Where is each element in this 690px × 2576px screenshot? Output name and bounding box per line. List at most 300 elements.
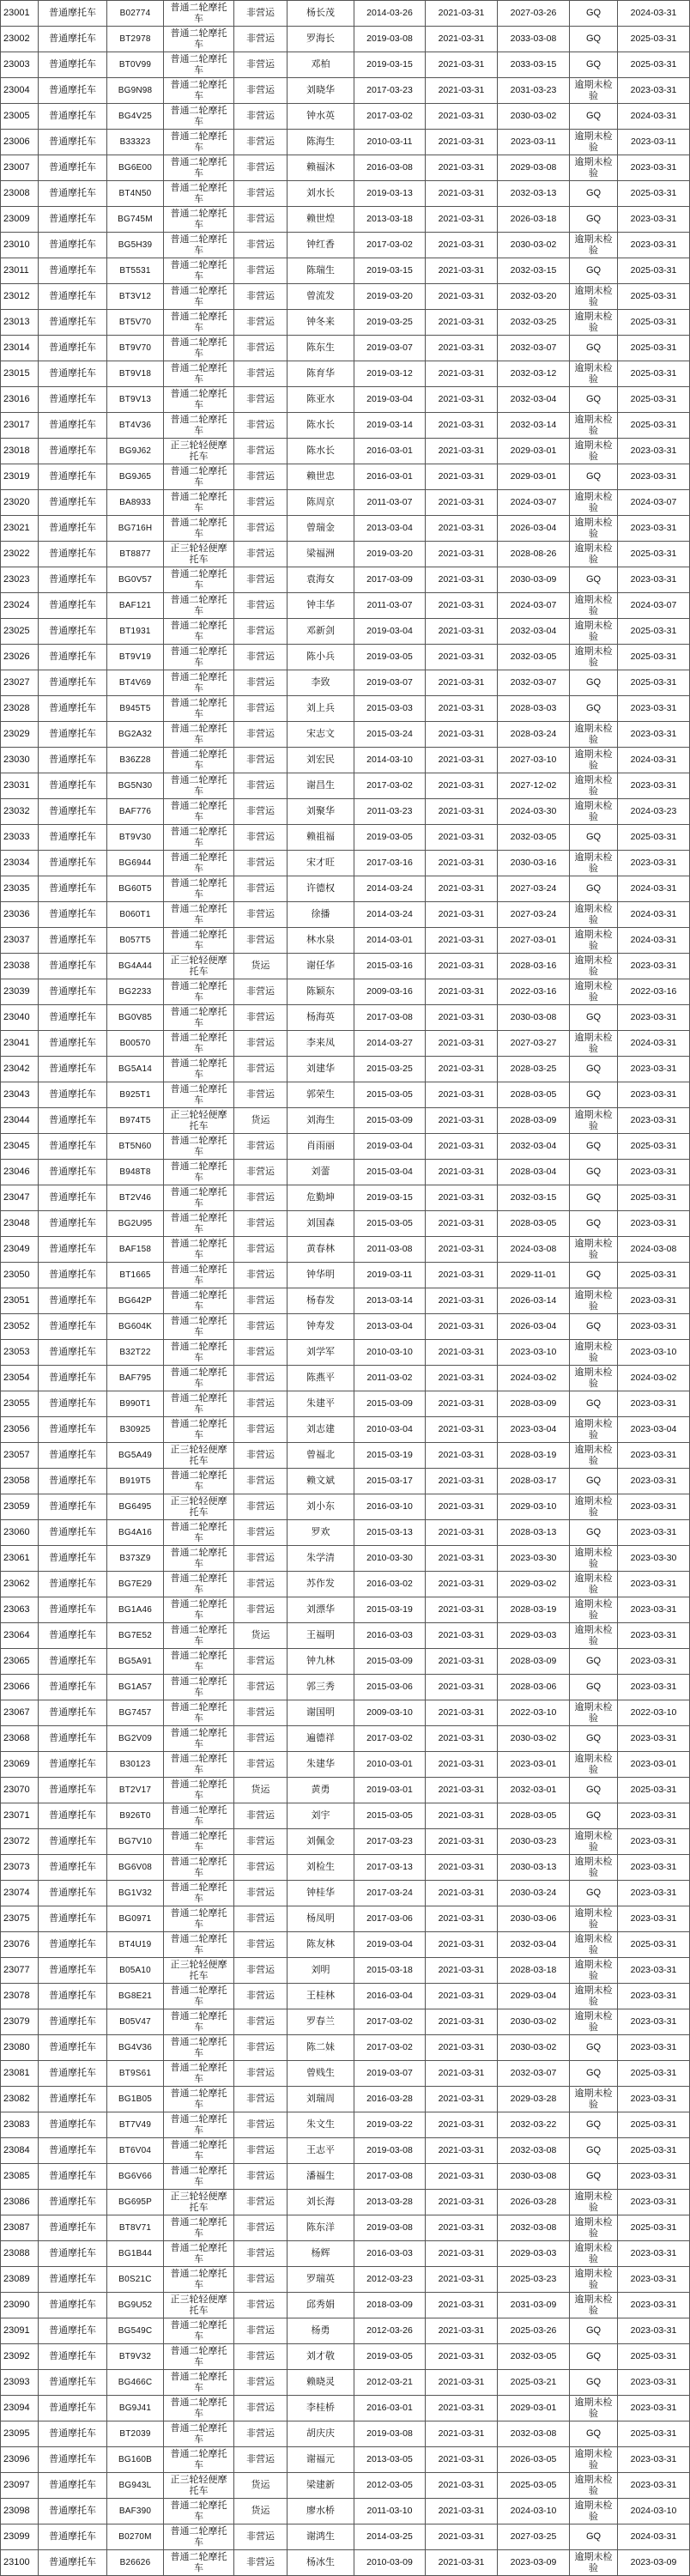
record-id: 23019 [1,464,39,489]
table-row [1,413,690,439]
record-id: 23076 [1,1932,39,1957]
record-id: 23086 [1,2190,39,2215]
scrap-deadline-date: 2030-03-02 [498,233,570,258]
vehicle-category: 普通摩托车 [39,876,107,901]
inspection-status: GQ [570,1057,618,1082]
usage-nature: 非营运 [234,1881,288,1906]
usage-nature: 非营运 [234,2087,288,2112]
usage-nature: 非营运 [234,336,288,361]
inspection-status: GQ [570,1,618,26]
table-row [1,1984,690,2009]
record-date: 2021-03-31 [426,696,498,721]
record-id: 23028 [1,696,39,721]
inspection-status: 逾期未检验 [570,1752,618,1777]
registration-date: 2014-03-01 [354,928,426,953]
inspection-status: 逾期未检验 [570,1932,618,1957]
record-id: 23058 [1,1469,39,1494]
record-id: 23007 [1,155,39,180]
inspection-due-date: 2023-03-31 [618,2164,690,2189]
vehicle-type: 普通二轮摩托车 [164,1082,234,1107]
record-id: 23084 [1,2138,39,2163]
vehicle-category: 普通摩托车 [39,2370,107,2395]
record-date: 2021-03-31 [426,1134,498,1159]
usage-nature: 非营运 [234,2370,288,2395]
inspection-due-date: 2024-03-31 [618,748,690,773]
record-date: 2021-03-31 [426,1211,498,1236]
vehicle-type: 普通二轮摩托车 [164,928,234,953]
inspection-status: 逾期未检验 [570,1984,618,2009]
owner-name: 梁福洲 [288,542,354,567]
inspection-status: GQ [570,567,618,592]
inspection-status: GQ [570,258,618,283]
owner-name: 刘宏民 [288,748,354,773]
owner-name: 杨长茂 [288,1,354,26]
vehicle-category: 普通摩托车 [39,1932,107,1957]
plate-number: BG2V09 [107,1726,164,1751]
vehicle-type: 正三轮轻便摩托车 [164,1494,234,1519]
scrap-deadline-date: 2029-03-03 [498,1623,570,1648]
registration-date: 2019-03-08 [354,2138,426,2163]
table-row [1,2112,690,2138]
registration-date: 2019-03-15 [354,1185,426,1210]
vehicle-type: 普通二轮摩托车 [164,233,234,258]
plate-number: B945T5 [107,696,164,721]
scrap-deadline-date: 2025-03-21 [498,2370,570,2395]
record-id: 23010 [1,233,39,258]
vehicle-type: 普通二轮摩托车 [164,851,234,876]
table-row [1,2447,690,2473]
record-date: 2021-03-31 [426,2112,498,2137]
vehicle-category: 普通摩托车 [39,1906,107,1931]
vehicle-category: 普通摩托车 [39,1391,107,1416]
owner-name: 曾福北 [288,1443,354,1468]
vehicle-type: 普通二轮摩托车 [164,1237,234,1262]
inspection-status: 逾期未检验 [570,1417,618,1442]
vehicle-type: 普通二轮摩托车 [164,2370,234,2395]
plate-number: BG2A32 [107,722,164,747]
vehicle-category: 普通摩托车 [39,1752,107,1777]
record-id: 23060 [1,1520,39,1545]
record-date: 2021-03-31 [426,387,498,412]
inspection-due-date: 2025-03-31 [618,387,690,412]
record-date: 2021-03-31 [426,1932,498,1957]
registration-date: 2012-03-26 [354,2318,426,2343]
vehicle-category: 普通摩托车 [39,2421,107,2446]
usage-nature: 非营运 [234,1546,288,1571]
scrap-deadline-date: 2024-03-10 [498,2499,570,2524]
record-id: 23026 [1,645,39,670]
plate-number: BT2978 [107,27,164,52]
inspection-status: GQ [570,1082,618,1107]
scrap-deadline-date: 2027-12-02 [498,773,570,798]
scrap-deadline-date: 2032-03-12 [498,361,570,386]
plate-number: BG5A14 [107,1057,164,1082]
table-row [1,1057,690,1082]
vehicle-category: 普通摩托车 [39,1494,107,1519]
owner-name: 徐播 [288,902,354,927]
plate-number: B926T0 [107,1803,164,1828]
inspection-status: GQ [570,876,618,901]
vehicle-category: 普通摩托车 [39,1829,107,1854]
inspection-status: GQ [570,2524,618,2549]
vehicle-category: 普通摩托车 [39,1881,107,1906]
record-id: 23068 [1,1726,39,1751]
record-date: 2021-03-31 [426,516,498,541]
record-id: 23042 [1,1057,39,1082]
vehicle-category: 普通摩托车 [39,181,107,206]
scrap-deadline-date: 2032-03-15 [498,258,570,283]
scrap-deadline-date: 2028-03-24 [498,722,570,747]
inspection-due-date: 2023-03-31 [618,2318,690,2343]
record-date: 2021-03-31 [426,104,498,129]
usage-nature: 非营运 [234,516,288,541]
registration-date: 2015-03-25 [354,1057,426,1082]
vehicle-category: 普通摩托车 [39,1211,107,1236]
table-row [1,645,690,670]
usage-nature: 非营运 [234,825,288,850]
plate-number: BG642P [107,1288,164,1313]
usage-nature: 非营运 [234,928,288,953]
table-row [1,1958,690,1984]
record-date: 2021-03-31 [426,2087,498,2112]
inspection-status: GQ [570,1185,618,1210]
usage-nature: 非营运 [234,851,288,876]
scrap-deadline-date: 2032-03-05 [498,825,570,850]
record-id: 23045 [1,1134,39,1159]
plate-number: BG1A46 [107,1597,164,1622]
record-date: 2021-03-31 [426,310,498,335]
owner-name: 朱学清 [288,1546,354,1571]
record-date: 2021-03-31 [426,1881,498,1906]
scrap-deadline-date: 2029-03-01 [498,464,570,489]
usage-nature: 非营运 [234,1134,288,1159]
registration-date: 2010-03-10 [354,1340,426,1365]
scrap-deadline-date: 2023-03-30 [498,1546,570,1571]
table-row [1,542,690,567]
vehicle-type: 普通二轮摩托车 [164,1778,234,1803]
vehicle-type: 普通二轮摩托车 [164,1185,234,1210]
table-row [1,2499,690,2524]
record-id: 23003 [1,52,39,77]
registration-date: 2015-03-19 [354,1597,426,1622]
vehicle-type: 普通二轮摩托车 [164,2524,234,2549]
scrap-deadline-date: 2026-03-04 [498,516,570,541]
record-date: 2021-03-31 [426,2524,498,2549]
vehicle-category: 普通摩托车 [39,2215,107,2240]
plate-number: BA8933 [107,490,164,515]
owner-name: 林水泉 [288,928,354,953]
vehicle-category: 普通摩托车 [39,902,107,927]
owner-name: 赖祖福 [288,825,354,850]
vehicle-category: 普通摩托车 [39,619,107,644]
record-id: 23090 [1,2293,39,2318]
table-row [1,1469,690,1494]
inspection-status: 逾期未检验 [570,2473,618,2498]
vehicle-type: 普通二轮摩托车 [164,1057,234,1082]
record-id: 23025 [1,619,39,644]
plate-number: BT9V13 [107,387,164,412]
vehicle-category: 普通摩托车 [39,2241,107,2266]
plate-number: BG5H39 [107,233,164,258]
registration-date: 2015-03-13 [354,1520,426,1545]
record-id: 23089 [1,2267,39,2292]
usage-nature: 非营运 [234,207,288,232]
inspection-due-date: 2023-03-31 [618,2370,690,2395]
vehicle-category: 普通摩托车 [39,361,107,386]
owner-name: 王桂林 [288,1984,354,2009]
registration-date: 2019-03-22 [354,2112,426,2137]
inspection-status: GQ [570,464,618,489]
registration-date: 2019-03-15 [354,52,426,77]
table-row [1,2164,690,2190]
inspection-status: 逾期未检验 [570,2293,618,2318]
vehicle-type: 正三轮轻便摩托车 [164,954,234,979]
registration-date: 2011-03-02 [354,1366,426,1391]
scrap-deadline-date: 2028-03-09 [498,1649,570,1674]
inspection-status: 逾期未检验 [570,1237,618,1262]
usage-nature: 非营运 [234,722,288,747]
plate-number: BT9V32 [107,2344,164,2369]
table-row [1,902,690,928]
inspection-status: 逾期未检验 [570,2009,618,2034]
owner-name: 刘国森 [288,1211,354,1236]
inspection-due-date: 2024-03-07 [618,593,690,618]
vehicle-type: 普通二轮摩托车 [164,1160,234,1185]
inspection-due-date: 2025-03-31 [618,258,690,283]
vehicle-category: 普通摩托车 [39,645,107,670]
record-id: 23083 [1,2112,39,2137]
table-row [1,1700,690,1726]
vehicle-type: 正三轮轻便摩托车 [164,1443,234,1468]
inspection-due-date: 2022-03-10 [618,1700,690,1725]
inspection-due-date: 2023-03-31 [618,464,690,489]
scrap-deadline-date: 2030-03-23 [498,1829,570,1854]
record-id: 23064 [1,1623,39,1648]
record-date: 2021-03-31 [426,2190,498,2215]
table-row [1,1031,690,1057]
inspection-due-date: 2025-03-31 [618,310,690,335]
inspection-due-date: 2024-03-31 [618,1031,690,1056]
inspection-due-date: 2024-03-02 [618,1366,690,1391]
registration-date: 2015-03-16 [354,954,426,979]
usage-nature: 非营运 [234,78,288,103]
record-date: 2021-03-31 [426,27,498,52]
record-id: 23044 [1,1108,39,1133]
owner-name: 宋才旺 [288,851,354,876]
inspection-status: 逾期未检验 [570,1443,618,1468]
record-id: 23018 [1,439,39,464]
table-row [1,1752,690,1778]
scrap-deadline-date: 2023-03-04 [498,1417,570,1442]
owner-name: 罗瑞英 [288,2267,354,2292]
scrap-deadline-date: 2023-03-10 [498,1340,570,1365]
record-id: 23063 [1,1597,39,1622]
scrap-deadline-date: 2026-03-04 [498,1314,570,1339]
owner-name: 赖文斌 [288,1469,354,1494]
vehicle-category: 普通摩托车 [39,1108,107,1133]
vehicle-type: 普通二轮摩托车 [164,1031,234,1056]
registration-date: 2019-03-07 [354,336,426,361]
vehicle-category: 普通摩托车 [39,155,107,180]
registration-date: 2017-03-16 [354,851,426,876]
usage-nature: 非营运 [234,1391,288,1416]
registration-date: 2017-03-08 [354,2164,426,2189]
owner-name: 钟水英 [288,104,354,129]
vehicle-category: 普通摩托车 [39,1597,107,1622]
vehicle-category: 普通摩托车 [39,2061,107,2086]
record-id: 23082 [1,2087,39,2112]
vehicle-category: 普通摩托车 [39,490,107,515]
plate-number: B33323 [107,130,164,155]
inspection-due-date: 2023-03-31 [618,1211,690,1236]
plate-number: BAF795 [107,1366,164,1391]
vehicle-category: 普通摩托车 [39,1082,107,1107]
plate-number: BT1931 [107,619,164,644]
scrap-deadline-date: 2030-03-02 [498,1726,570,1751]
registration-date: 2011-03-23 [354,799,426,824]
record-id: 23055 [1,1391,39,1416]
inspection-due-date: 2024-03-31 [618,902,690,927]
scrap-deadline-date: 2030-03-02 [498,2035,570,2060]
vehicle-type: 普通二轮摩托车 [164,748,234,773]
table-row [1,1520,690,1546]
vehicle-category: 普通摩托车 [39,78,107,103]
vehicle-category: 普通摩托车 [39,2473,107,2498]
usage-nature: 非营运 [234,1649,288,1674]
owner-name: 刘瑞周 [288,2087,354,2112]
table-row [1,207,690,233]
usage-nature: 非营运 [234,979,288,1004]
record-date: 2021-03-31 [426,1906,498,1931]
owner-name: 李桂桥 [288,2396,354,2421]
record-id: 23073 [1,1855,39,1880]
inspection-status: GQ [570,2344,618,2369]
record-id: 23053 [1,1340,39,1365]
usage-nature: 货运 [234,2473,288,2498]
scrap-deadline-date: 2027-03-26 [498,1,570,26]
usage-nature: 非营运 [234,2035,288,2060]
inspection-due-date: 2023-03-31 [618,207,690,232]
registration-date: 2016-03-28 [354,2087,426,2112]
record-date: 2021-03-31 [426,2164,498,2189]
plate-number: BT4V36 [107,413,164,438]
vehicle-type: 普通二轮摩托车 [164,1752,234,1777]
owner-name: 杨凤明 [288,1906,354,1931]
table-row [1,1,690,27]
vehicle-type: 普通二轮摩托车 [164,2087,234,2112]
record-id: 23066 [1,1675,39,1700]
registration-date: 2013-03-14 [354,1288,426,1313]
vehicle-type: 普通二轮摩托车 [164,670,234,695]
registration-date: 2019-03-20 [354,542,426,567]
inspection-status: GQ [570,336,618,361]
owner-name: 肖雨丽 [288,1134,354,1159]
scrap-deadline-date: 2028-03-05 [498,1211,570,1236]
plate-number: BAF158 [107,1237,164,1262]
owner-name: 郭荣生 [288,1082,354,1107]
scrap-deadline-date: 2028-03-17 [498,1469,570,1494]
plate-number: BG6V66 [107,2164,164,2189]
registration-date: 2015-03-04 [354,1160,426,1185]
usage-nature: 非营运 [234,1984,288,2009]
plate-number: BT7V49 [107,2112,164,2137]
table-row [1,1160,690,1185]
vehicle-category: 普通摩托车 [39,233,107,258]
plate-number: BG6944 [107,851,164,876]
inspection-status: GQ [570,27,618,52]
registration-date: 2010-03-11 [354,130,426,155]
inspection-due-date: 2025-03-31 [618,1185,690,1210]
table-row [1,1881,690,1906]
record-id: 23050 [1,1263,39,1288]
scrap-deadline-date: 2028-03-09 [498,1108,570,1133]
usage-nature: 非营运 [234,155,288,180]
vehicle-category: 普通摩托车 [39,1958,107,1983]
inspection-due-date: 2025-03-31 [618,2138,690,2163]
registration-date: 2017-03-09 [354,567,426,592]
inspection-due-date: 2023-03-31 [618,2035,690,2060]
scrap-deadline-date: 2027-03-01 [498,928,570,953]
scrap-deadline-date: 2028-03-18 [498,1958,570,1983]
table-row [1,155,690,181]
vehicle-type: 普通二轮摩托车 [164,1005,234,1030]
inspection-due-date: 2023-03-31 [618,2293,690,2318]
owner-name: 刘蕾 [288,1160,354,1185]
plate-number: BT4N50 [107,181,164,206]
registration-date: 2014-03-25 [354,2524,426,2549]
usage-nature: 非营运 [234,2009,288,2034]
table-row [1,1134,690,1160]
usage-nature: 非营运 [234,1803,288,1828]
record-id: 23077 [1,1958,39,1983]
usage-nature: 非营运 [234,1829,288,1854]
inspection-due-date: 2023-03-31 [618,516,690,541]
owner-name: 陈海生 [288,130,354,155]
vehicle-type: 普通二轮摩托车 [164,2009,234,2034]
inspection-due-date: 2023-03-31 [618,696,690,721]
inspection-due-date: 2023-03-31 [618,1160,690,1185]
inspection-due-date: 2025-03-31 [618,27,690,52]
record-id: 23070 [1,1778,39,1803]
plate-number: BG5A49 [107,1443,164,1468]
owner-name: 朱建平 [288,1391,354,1416]
usage-nature: 非营运 [234,2447,288,2472]
scrap-deadline-date: 2030-03-08 [498,2164,570,2189]
usage-nature: 非营运 [234,413,288,438]
record-date: 2021-03-31 [426,1623,498,1648]
owner-name: 陈水长 [288,413,354,438]
record-date: 2021-03-31 [426,1726,498,1751]
plate-number: BG549C [107,2318,164,2343]
usage-nature: 非营运 [234,2241,288,2266]
inspection-status: 逾期未检验 [570,722,618,747]
scrap-deadline-date: 2026-03-18 [498,207,570,232]
record-id: 23023 [1,567,39,592]
scrap-deadline-date: 2033-03-15 [498,52,570,77]
vehicle-category: 普通摩托车 [39,1366,107,1391]
owner-name: 钟桂华 [288,1881,354,1906]
record-id: 23008 [1,181,39,206]
inspection-due-date: 2024-03-31 [618,2524,690,2549]
usage-nature: 非营运 [234,799,288,824]
table-row [1,825,690,851]
registration-date: 2016-03-10 [354,1494,426,1519]
vehicle-type: 正三轮轻便摩托车 [164,1108,234,1133]
record-id: 23057 [1,1443,39,1468]
owner-name: 朱建华 [288,1752,354,1777]
owner-name: 钟寿发 [288,1314,354,1339]
scrap-deadline-date: 2030-03-09 [498,567,570,592]
